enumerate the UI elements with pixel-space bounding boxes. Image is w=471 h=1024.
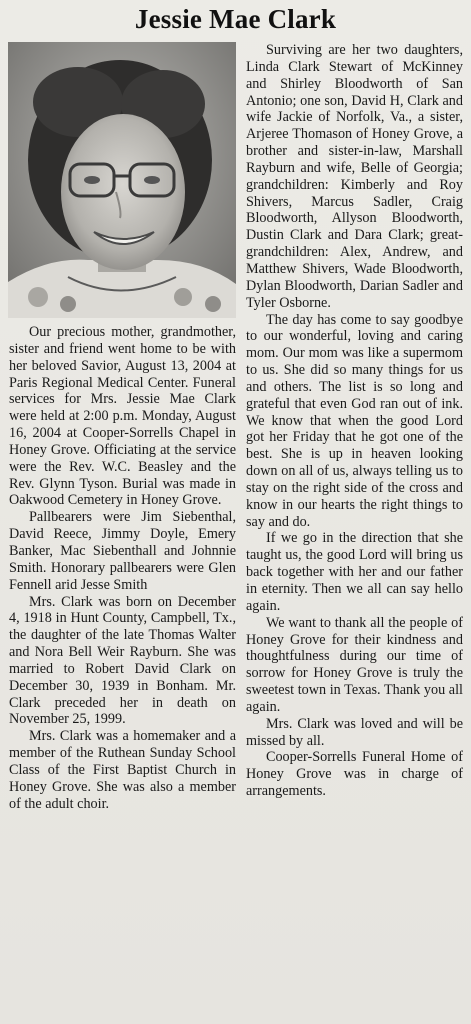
paragraph-direction: If we go in the direction that she taught us, the good Lord will bring us back together with her and our father in eternity. Then we all can say hello again. <box>246 530 463 614</box>
right-column-text <box>246 42 463 800</box>
paragraph-tribute: The day has come to say goodbye to our wonderful, loving and caring mom. Our mom was like a supermom to us. She did so many things for us and others. The list is so long and grateful that even God ran out of ink. We know that when the good Lord got her Friday that he got one of the best. She is up in heaven looking down on all of us, always telling us to stay on the right side of the cross and know in our hearts the right things to say and do. <box>246 311 463 530</box>
paragraph-death-and-services: Our precious mother, grandmother, sister and friend went home to be with her beloved Savior, August 13, 2004 at Paris Regional Medical Center. Funeral services for Mrs. Jessie Mae Clark were held at 2:00 p.m. Monday, August 16, 2004 at Cooper-Sorrells Chapel in Honey Grove. Officiating at the service were the Rev. W.C. Beasley and the Rev. Glynn Tyson. Burial was made in Oakwood Cemetery in Honey Grove. <box>9 324 236 509</box>
portrait-photo <box>8 42 236 318</box>
paragraph-arrangements: Cooper-Sorrells Funeral Home of Honey Grove was in charge of arrangements. <box>246 749 463 800</box>
portrait-image <box>8 42 236 318</box>
obituary-title: Jessie Mae Clark <box>134 4 337 34</box>
paragraph-thanks: We want to thank all the people of Honey Grove for their kindness and thoughtfulness during our time of sorrow for Honey Grove is truly the sweetest town in Texas. Thank you all again. <box>246 614 463 715</box>
paragraph-loved: Mrs. Clark was loved and will be missed by all. <box>246 715 463 749</box>
left-column-text <box>9 324 236 812</box>
paragraph-church-membership: Mrs. Clark was a homemaker and a member of the Ruthean Sunday School Class of the First Baptist Church in Honey Grove. She was also a member of the adult choir. <box>9 728 236 812</box>
paragraph-birth-and-marriage: Mrs. Clark was born on December 4, 1918 in Hunt County, Campbell, Tx., the daughter of the late Thomas Walter and Nora Bell Weir Rayburn. She was married to Robert David Clark on December 30, 1939 in Bonham. Mr. Clark preceded her in death on November 25, 1999. <box>9 593 236 728</box>
paragraph-survivors: Surviving are her two daughters, Linda Clark Stewart of McKinney and Shirley Bloodworth of San Antonio; one son, David H, Clark and wife Jackie of Norfolk, Va., a sister, Arjeree Thomason of Honey Grove, a brother and sister-in-law, Marshall Rayburn and wife, Belle of Georgia; grandchildren: Kimberly and Roy Shivers, Marcus Sadler, Craig Bloodworth, Allyson Bloodworth, Dustin Clark and Dara Clark; great-grandchildren: Alex, Andrew, and Matthew Shivers, Wade Bloodworth, Dylan Bloodworth, Darian Sadler and Tyler Osborne. <box>246 42 463 311</box>
paragraph-pallbearers: Pallbearers were Jim Siebenthal, David Reece, Jimmy Doyle, Emery Banker, Mac Siebenthall and Johnnie Smith. Honorary pallbearers were Glen Fennell arid Jesse Smith <box>9 509 236 593</box>
